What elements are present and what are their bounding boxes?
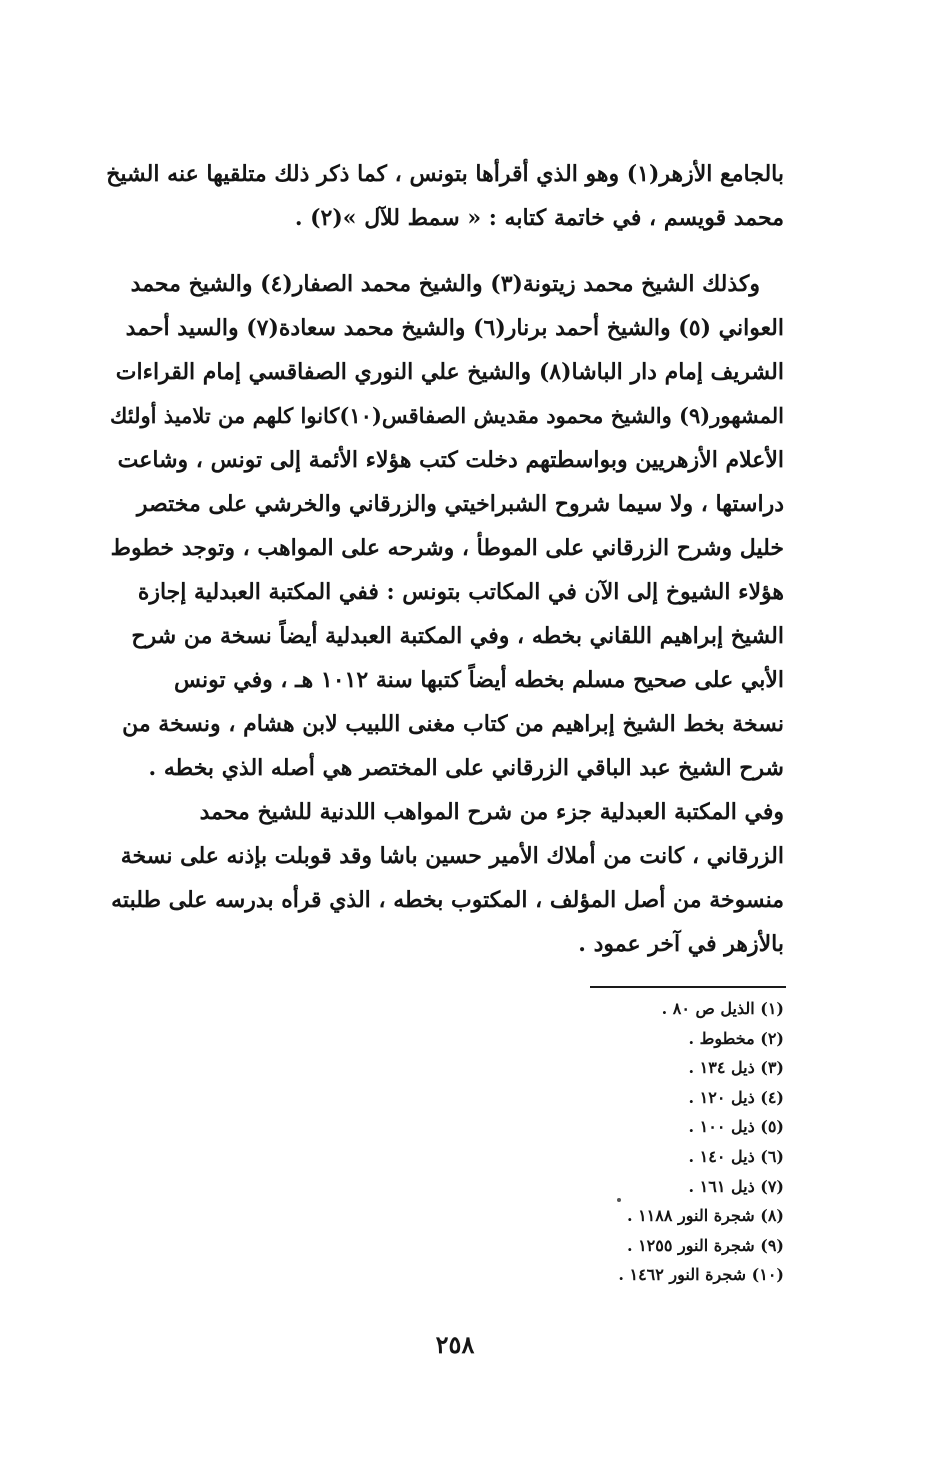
paragraph-2 [98, 262, 784, 966]
footnote-item: (٥) ذيل ١٠٠ . [688, 1117, 784, 1137]
footnotes-list [500, 994, 784, 1290]
paragraph-1 [98, 152, 784, 240]
text-line: نسخة بخط الشيخ إبراهيم من كتاب مغنى اللبيب لابن هشام ، ونسخة من [122, 711, 784, 737]
footnote-item: (٦) ذيل ١٤٠ . [688, 1146, 784, 1166]
footnote-item: (١) الذيل ص ٨٠ . [661, 999, 784, 1018]
footnote-item: (١٠) شجرة النور ١٤٦٢ . [618, 1265, 784, 1285]
text-line: بالجامع الأزهر(١) وهو الذي أقرأها بتونس ، كما ذكر ذلك متلقيها عنه الشيخ [106, 161, 784, 187]
footnote-item: (٢) مخطوط . [688, 1028, 784, 1048]
text-line: الشيخ إبراهيم اللقاني بخطه ، وفي المكتبة العبدلية أيضاً نسخة من شرح [131, 623, 784, 649]
text-line: هؤلاء الشيوخ إلى الآن في المكاتب بتونس : ففي المكتبة العبدلية إجازة [137, 579, 784, 605]
footnote-divider [590, 986, 786, 988]
text-line: الأبي على صحيح مسلم بخطه أيضاً كتبها سنة ١٠١٢ هـ ، وفي تونس [173, 667, 784, 693]
text-line: بالأزهر في آخر عمود . [578, 931, 784, 957]
page-number: ٢٥٨ [435, 1330, 475, 1359]
text-line: الزرقاني ، كانت من أملاك الأمير حسين باشا وقد قوبلت بإذنه على نسخة [120, 843, 784, 869]
text-line: دراستها ، ولا سيما شروح الشبراخيتي والزرقاني والخرشي على مختصر [136, 491, 784, 517]
scan-speck [617, 1198, 621, 1202]
text-line: شرح الشيخ عبد الباقي الزرقاني على المختصر هي أصله الذي بخطه . [148, 755, 784, 781]
text-line: منسوخة من أصل المؤلف ، المكتوب بخطه ، الذي قرأه بدرسه على طلبته [111, 887, 784, 913]
text-line: وكذلك الشيخ محمد زيتونة(٣) والشيخ محمد الصفار(٤) والشيخ محمد [130, 271, 760, 297]
text-line: العواني (٥) والشيخ أحمد برنار(٦) والشيخ محمد سعادة(٧) والسيد أحمد [125, 315, 784, 341]
text-line: الشريف إمام دار الباشا(٨) والشيخ علي النوري الصفاقسي إمام القراءات [115, 359, 784, 385]
footnote-item: (٨) شجرة النور ١١٨٨ . [626, 1206, 784, 1226]
text-line: محمد قويسم ، في خاتمة كتابه : « سمط للآل »(٢) . [294, 205, 784, 231]
footnote-item: (٣) ذيل ١٣٤ . [688, 1058, 784, 1078]
footnote-item: (٧) ذيل ١٦١ . [688, 1176, 784, 1196]
text-line: وفي المكتبة العبدلية جزء من شرح المواهب اللدنية للشيخ محمد [199, 799, 784, 825]
text-line: المشهور(٩) والشيخ محمود مقديش الصفاقس(١٠)كانوا كلهم من تلاميذ أولئك [110, 403, 784, 428]
text-line: خليل وشرح الزرقاني على الموطأ ، وشرحه على المواهب ، وتوجد خطوط [110, 535, 784, 561]
footnote-item: (٩) شجرة النور ١٢٥٥ . [626, 1235, 784, 1255]
footnote-item: (٤) ذيل ١٢٠ . [688, 1087, 784, 1107]
text-line: الأعلام الأزهريين وبواسطتهم دخلت كتب هؤلاء الأئمة إلى تونس ، وشاعت [117, 447, 784, 473]
